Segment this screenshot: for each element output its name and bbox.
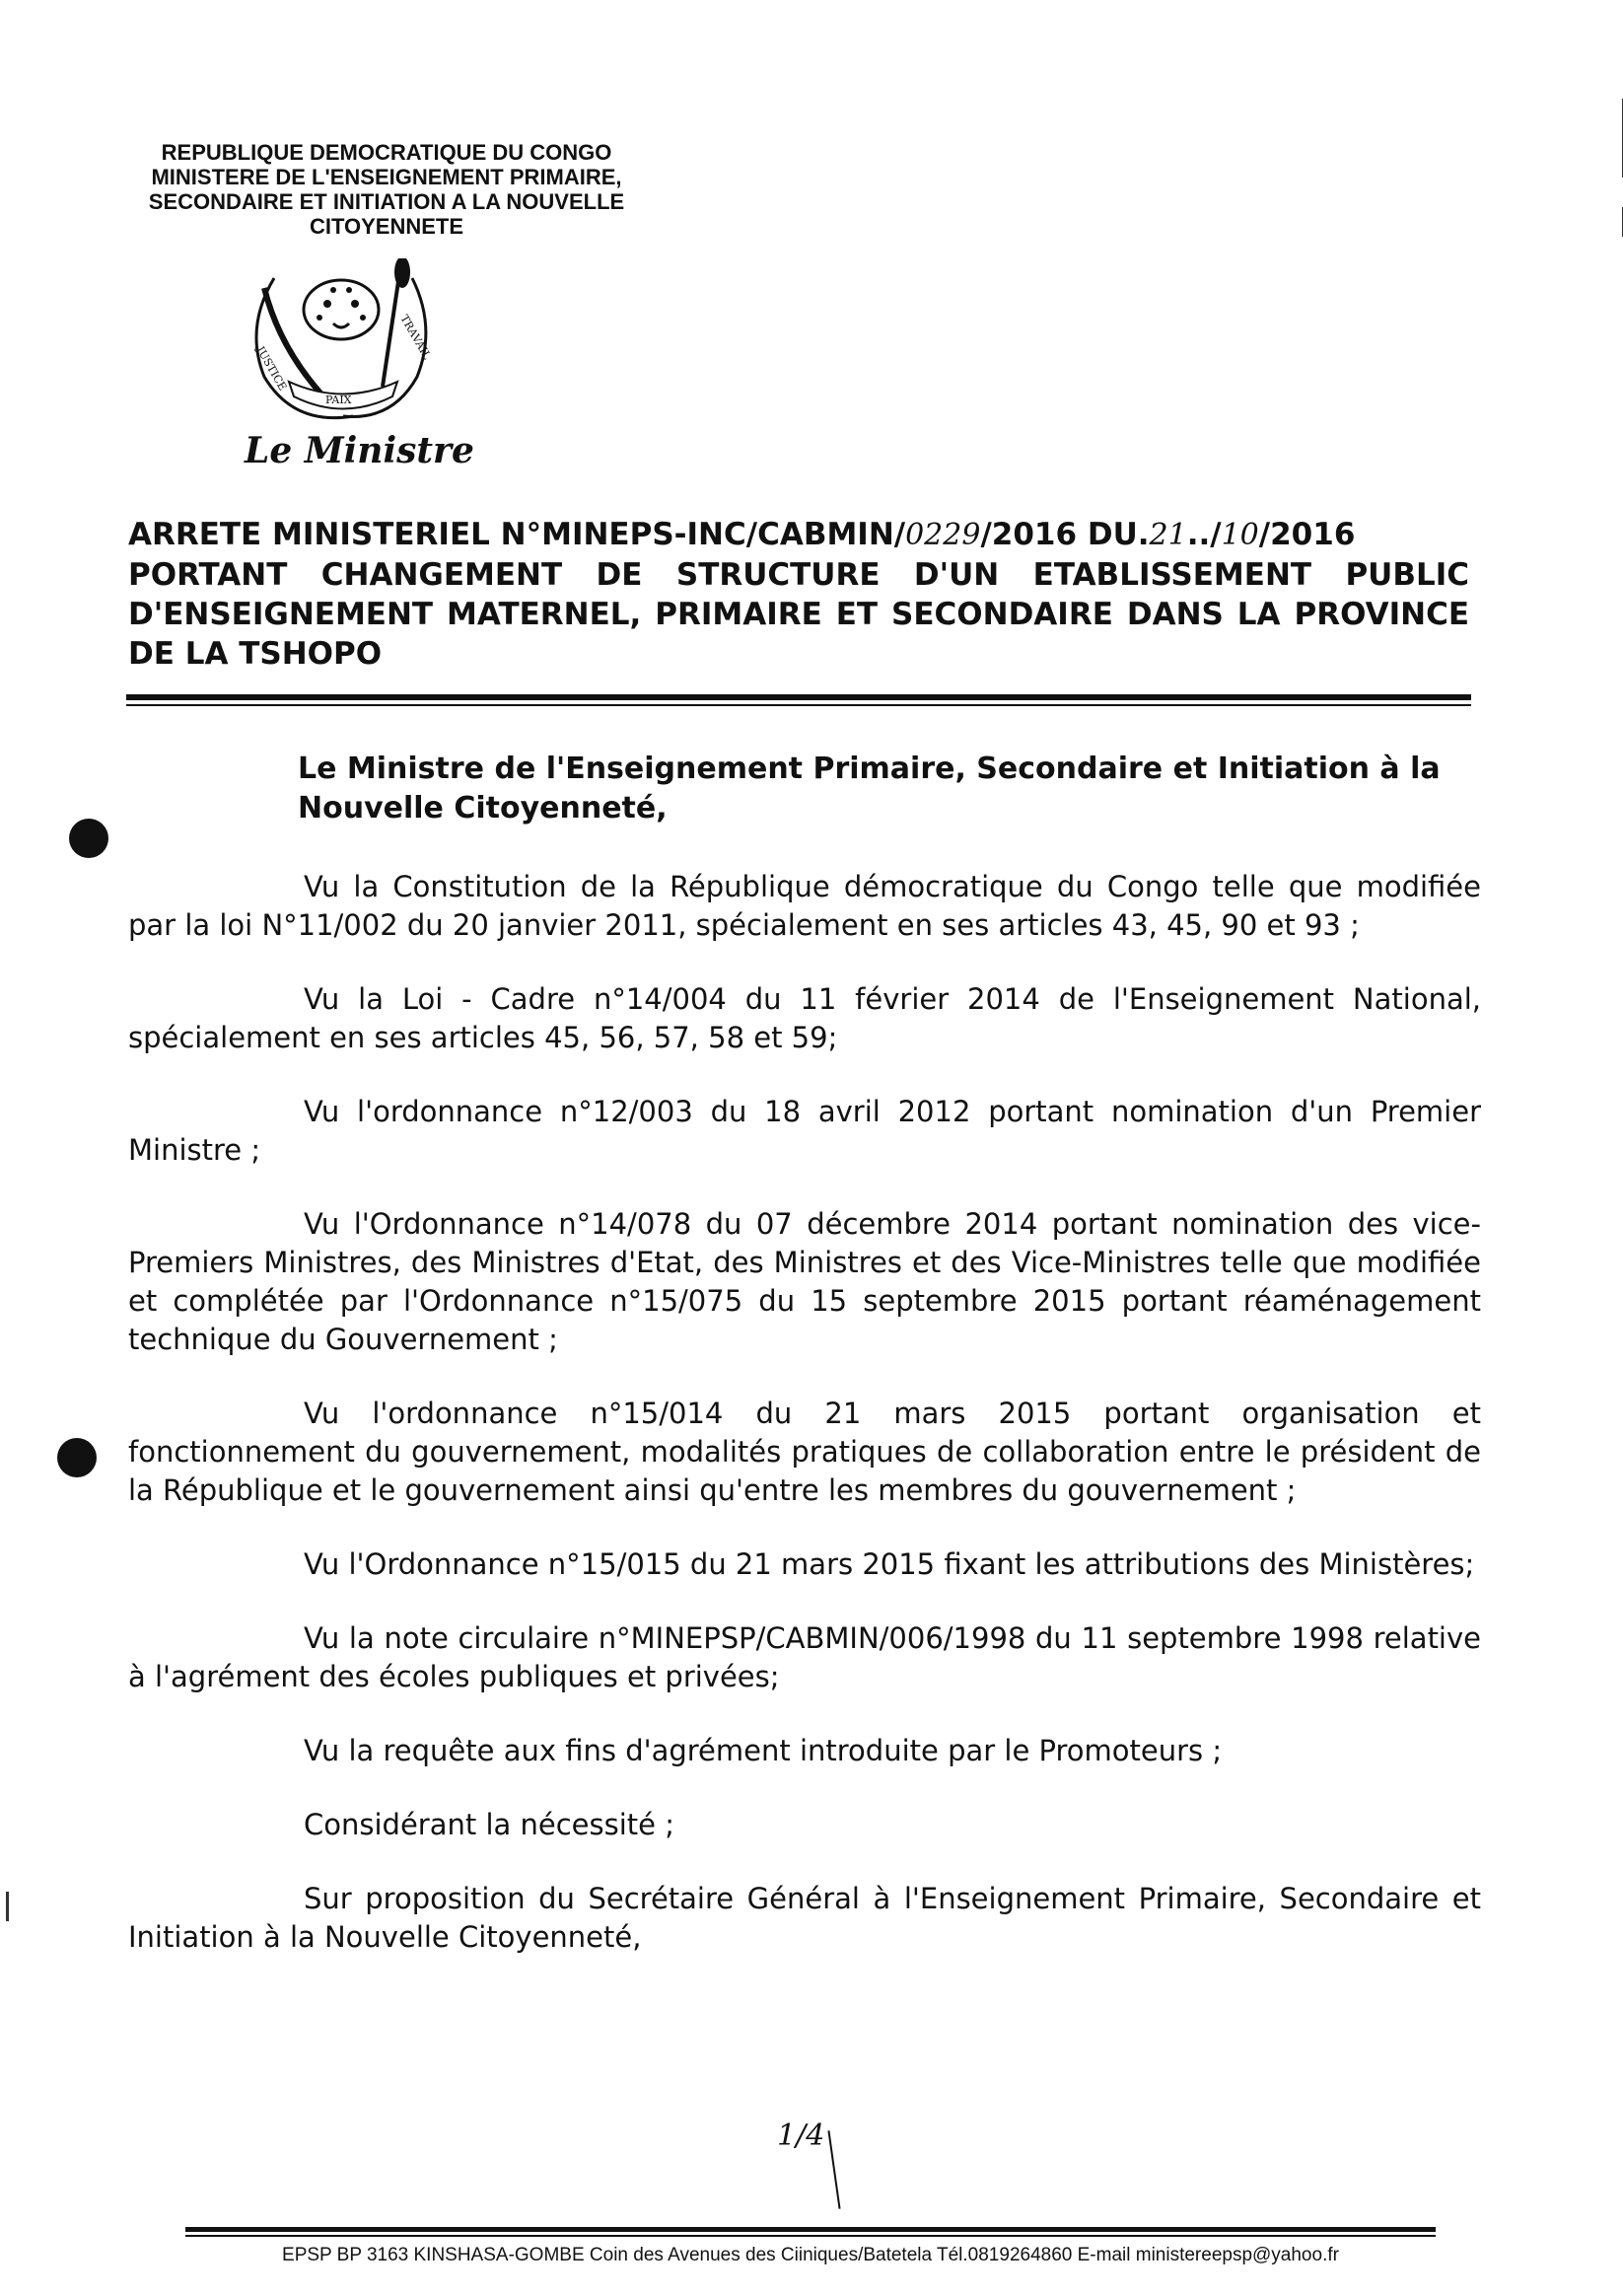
scan-edge-mark [6,1892,9,1921]
title-mid: /2016 DU. [980,517,1150,552]
title-suffix: /2016 [1258,517,1356,552]
considerant-paragraph: Sur proposition du Secrétaire Général à l'Enseignement Primaire, Secondaire et Initiation à la Nouvelle Citoyenneté, [128,1882,1481,1954]
emblem-motto-paix: PAIX [325,394,352,406]
considerant-paragraph: Vu l'Ordonnance n°14/078 du 07 décembre 2014 portant nomination des vice-Premiers Ministres, des Ministres d'Etat, des Ministres et des Vice-Ministres telle que modifiée et complétée par l'Ordonnance n°15/075 du 15 septembre 2015 portant réaménagement technique du Gouvernement ; [128,1207,1481,1356]
title-line-4: DE LA TSHOPO [128,636,383,672]
considerant-paragraph: Vu la note circulaire n°MINEPSP/CABMIN/006/1998 du 11 septembre 1998 relative à l'agrément des écoles publiques et privées; [128,1621,1481,1693]
page-number-handwritten: 1/4 [777,2118,825,2153]
page-mark-stroke [827,2130,840,2209]
letterhead [110,140,663,239]
handwritten-month: 10 [1221,518,1259,552]
considerant-paragraph: Vu l'ordonnance n°12/003 du 18 avril 2012 portant nomination d'un Premier Ministre ; [128,1095,1481,1167]
title-line-2: PORTANT CHANGEMENT DE STRUCTURE D'UN ETABLISSEMENT PUBLIC [128,557,1469,593]
letterhead-line-2: MINISTERE DE L'ENSEIGNEMENT PRIMAIRE, [151,165,622,189]
considerant-paragraph: Vu la Constitution de la République démocratique du Congo telle que modifiée par la loi N°11/002 du 20 janvier 2011, spécialement en ses articles 43, 45, 90 et 93 ; [128,870,1481,942]
handwritten-day: 21 [1149,518,1187,552]
emblem-motto-travail: TRAVAIL [397,313,434,362]
considerant-paragraph: Vu la requête aux fins d'agrément introduite par le Promoteurs ; [304,1734,1223,1767]
title-divider [126,694,1471,700]
letterhead-line-4: CITOYENNETE [309,214,464,239]
title-line-1: ARRETE MINISTERIEL N°MINEPS-INC/CABMIN/0229/2016 DU.21../10/2016 [128,517,1356,552]
decree-body [128,750,1481,1957]
decree-title [128,515,1469,674]
minister-signature-title: Le Ministre [245,430,474,471]
emblem-motto-justice: JUSTICE [253,344,290,394]
title-prefix: ARRETE MINISTERIEL N°MINEPS-INC/CABMIN/ [128,517,906,552]
letterhead-line-1: REPUBLIQUE DEMOCRATIQUE DU CONGO [161,140,612,165]
letterhead-line-3: SECONDAIRE ET INITIATION A LA NOUVELLE [148,189,625,214]
title-divider-thin [126,704,1471,706]
footer-divider [185,2227,1436,2232]
handwritten-number: 0229 [905,518,981,552]
considerant-paragraph: Considérant la nécessité ; [304,1808,674,1841]
considerant-paragraph: Vu la Loi - Cadre n°14/004 du 11 février 2014 de l'Enseignement National, spécialement en ses articles 45, 56, 57, 58 et 59; [128,982,1481,1054]
considerant-paragraph: Vu l'Ordonnance n°15/015 du 21 mars 2015 fixant les attributions des Ministères; [304,1547,1475,1581]
footer-address: EPSP BP 3163 KINSHASA-GOMBE Coin des Avenues des Ciiniques/Batetela Tél.0819264860 E-mail ministereepsp@yahoo.fr [282,2245,1339,2265]
title-line-3: D'ENSEIGNEMENT MATERNEL, PRIMAIRE ET SECONDAIRE DANS LA PROVINCE [128,597,1469,632]
punch-hole-mark [69,819,108,858]
considerant-paragraph: Vu l'ordonnance n°15/014 du 21 mars 2015 portant organisation et fonctionnement du gouvernement, modalités pratiques de collaboration entre le président de la République et le gouvernement ainsi qu'entre les membres du gouvernement ; [128,1397,1481,1507]
punch-hole-mark [57,1438,97,1477]
intro-paragraph: Le Ministre de l'Enseignement Primaire, Secondaire et Initiation à la Nouvelle Citoyenneté, [298,752,1441,825]
coat-of-arms-icon [235,258,452,436]
footer-divider-thin [185,2235,1436,2237]
